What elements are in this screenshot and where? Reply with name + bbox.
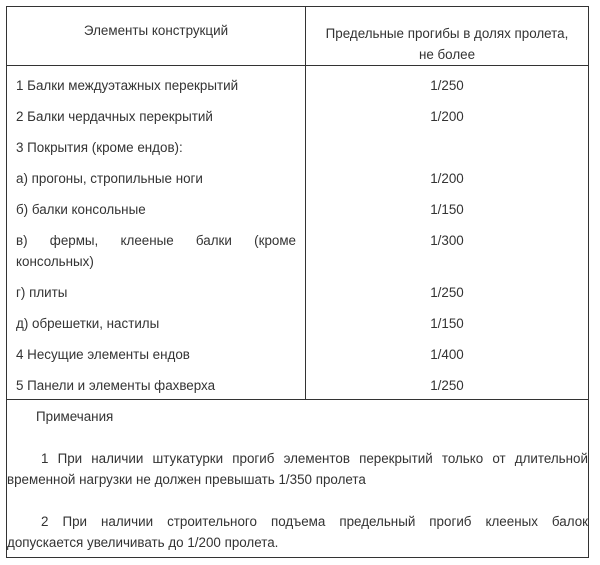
note-2-line2: допускается увеличивать до 1/200 пролета. [7,535,279,550]
note-2 [7,511,588,553]
row-value: 1/150 [430,316,464,331]
row-label-line2: консольных) [16,254,94,269]
row-value: 1/400 [430,347,464,362]
note-1 [7,448,588,490]
notes-title: Примечания [36,409,114,424]
deflection-limits-table [6,6,589,558]
note-2-line1: 2 При наличии строительного подъема предельный прогиб клееных балок [41,514,588,529]
row-value: 1/300 [430,233,464,248]
row-label-line1: в) фермы, клееные балки (кроме [16,233,296,248]
header-structure-elements: Элементы конструкций [83,23,229,38]
row-label: 4 Несущие элементы ендов [16,347,190,362]
row-value: 1/150 [430,202,464,217]
row-label: г) плиты [16,285,68,300]
row-label: а) прогоны, стропильные ноги [16,171,203,186]
note-1-line2: временной нагрузки не должен превышать 1/350 пролета [7,472,366,487]
header-deflection-limits-line2: не более [418,47,476,62]
row-label: 1 Балки междуэтажных перекрытий [16,78,239,93]
row-label: д) обрешетки, настилы [16,316,160,331]
row-label: 3 Покрытия (кроме ендов): [16,140,183,155]
row-label: 2 Балки чердачных перекрытий [16,109,213,124]
row-value: 1/200 [430,171,464,186]
row-value: 1/200 [430,109,464,124]
header-deflection-limits-line1: Предельные прогибы в долях пролета, [325,26,569,41]
row-value: 1/250 [430,285,464,300]
row-value: 1/250 [430,78,464,93]
row-value: 1/250 [430,378,464,393]
table-header [7,7,588,66]
row-label [16,230,296,272]
row-label: 5 Панели и элементы фахверха [16,378,216,393]
row-label: б) балки консольные [16,202,146,217]
notes-section [7,399,588,558]
header-deflection-limits [306,7,588,65]
table-body [7,65,588,399]
note-1-line1: 1 При наличии штукатурки прогиб элементов перекрытий только от длительной [41,451,588,466]
